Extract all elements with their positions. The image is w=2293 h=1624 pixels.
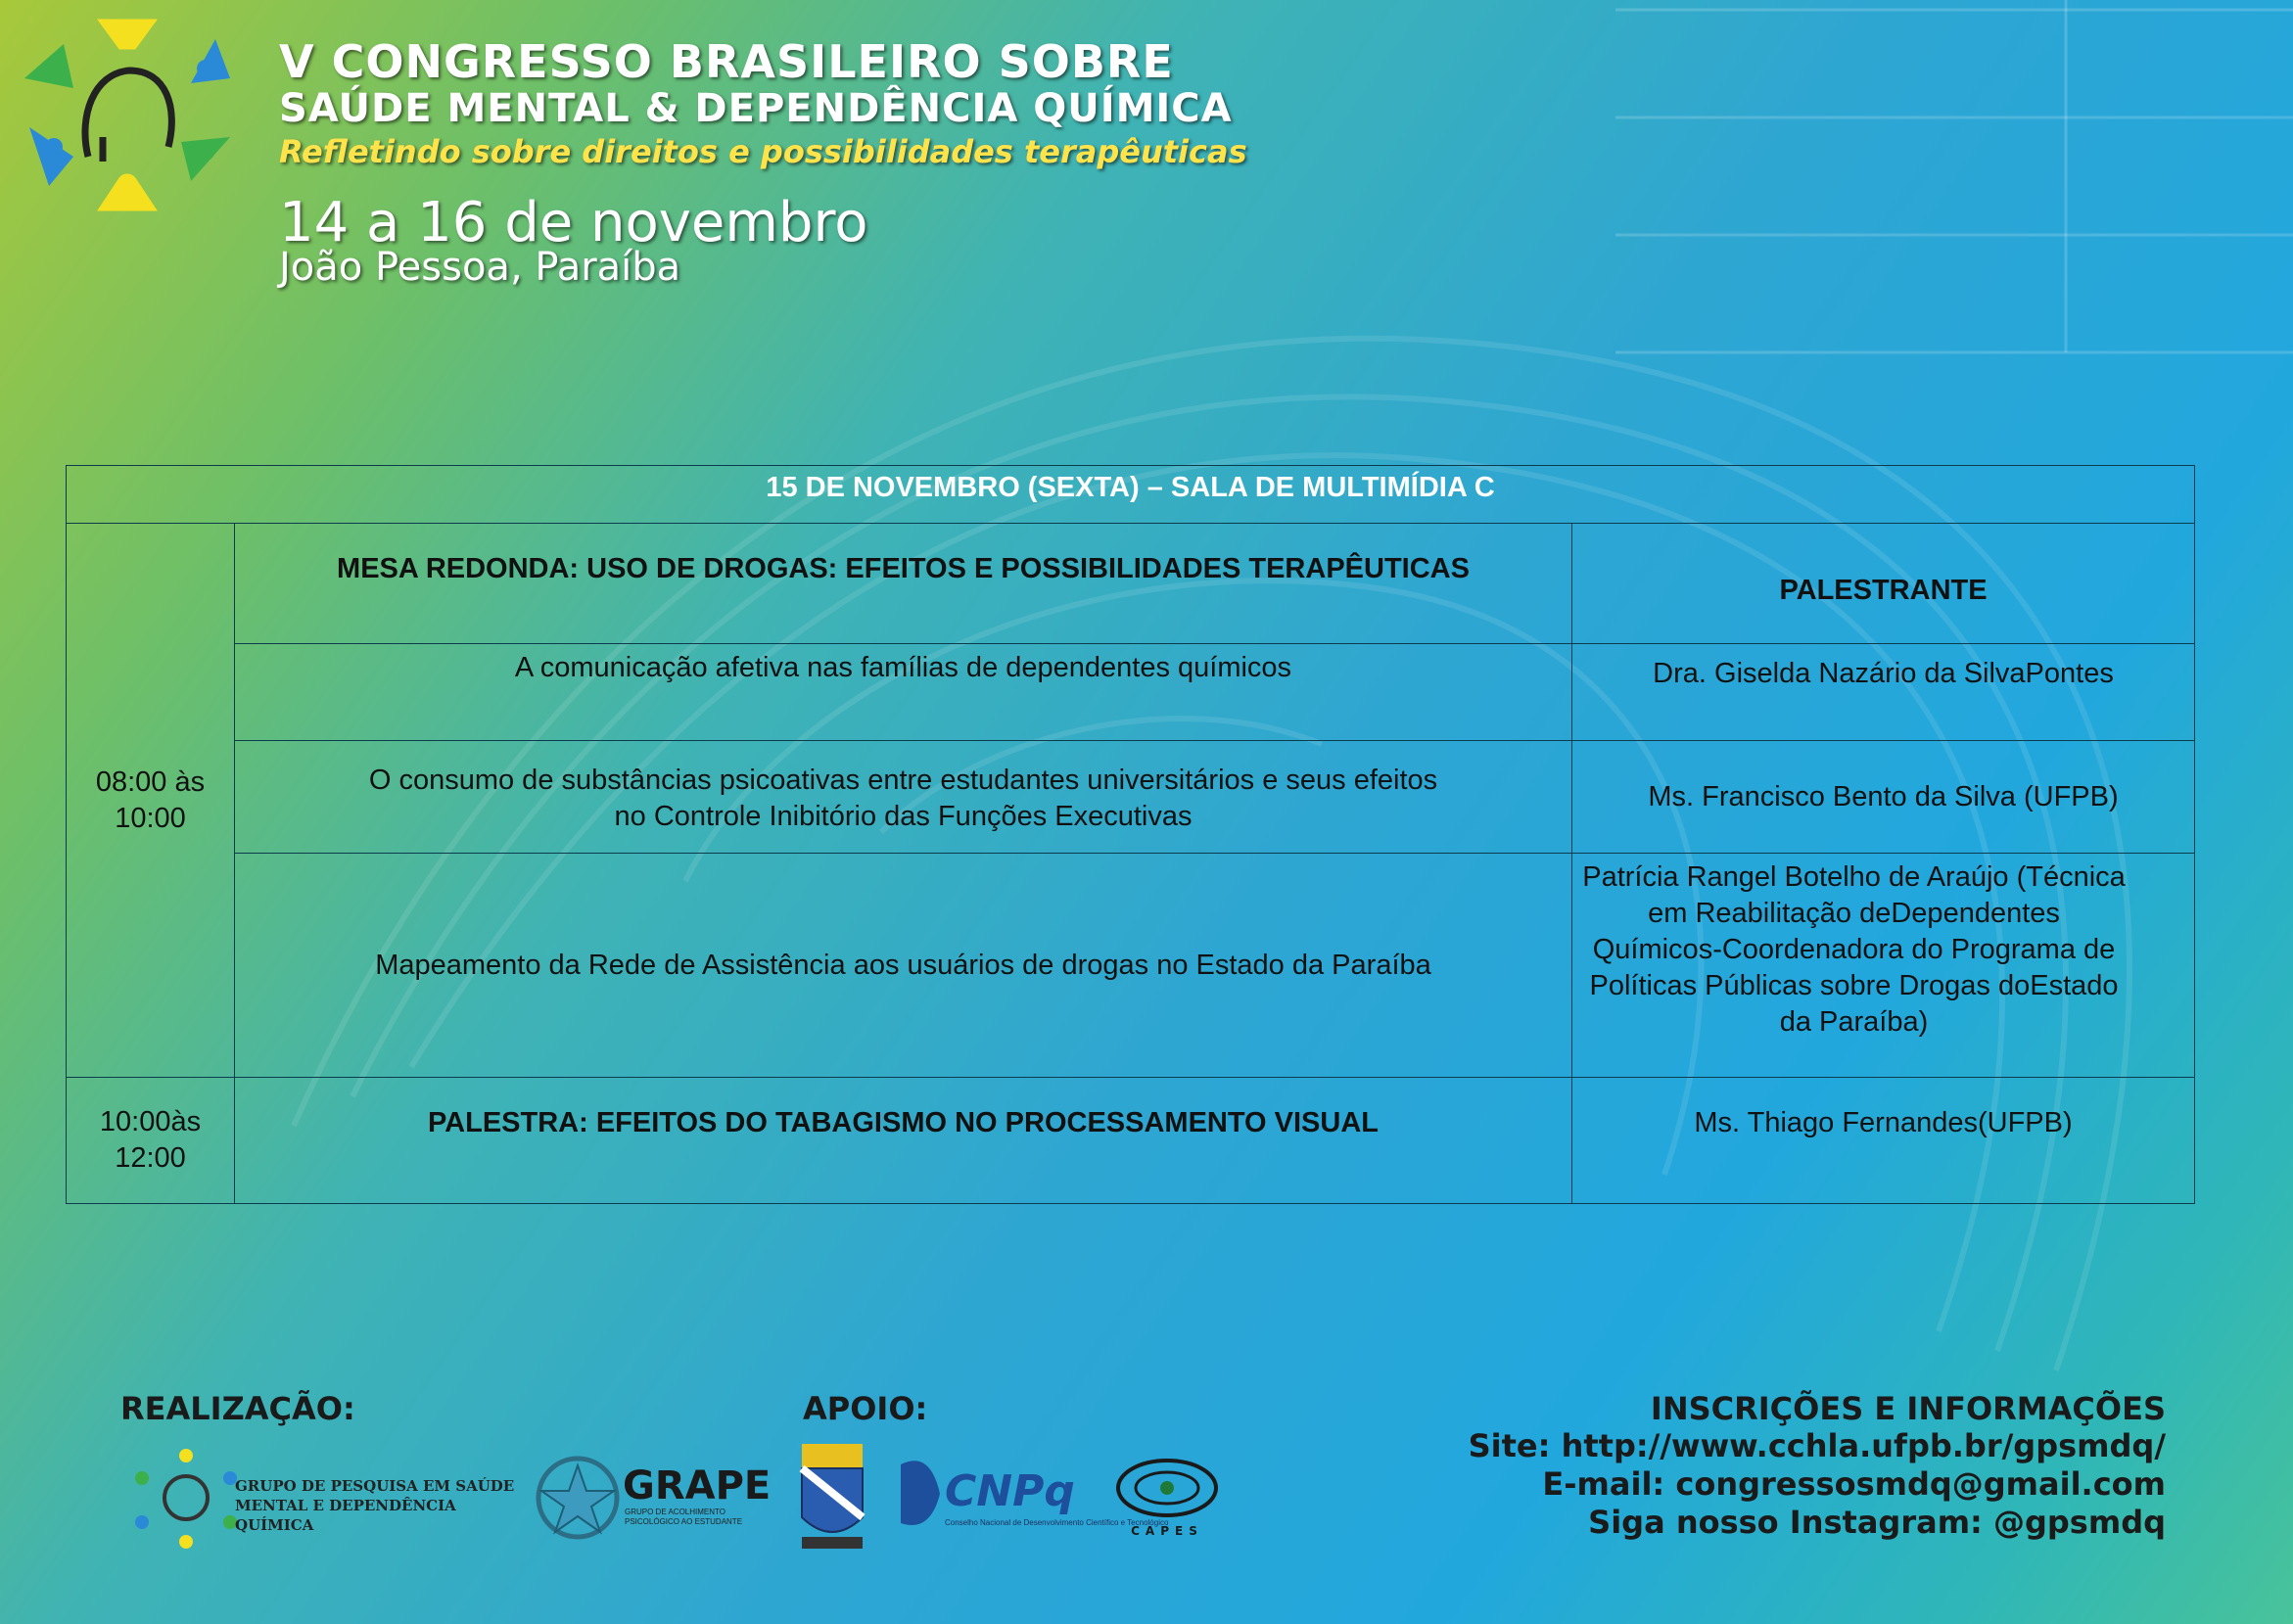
speaker-header: PALESTRANTE — [1572, 524, 2195, 644]
congress-title: V CONGRESSO BRASILEIRO SOBRE — [279, 35, 1174, 88]
gpsmdq-logo-icon — [127, 1444, 245, 1552]
lecture-speaker: Ms. Thiago Fernandes(UFPB) — [1572, 1078, 2195, 1204]
schedule-title: 15 DE NOVEMBRO (SEXTA) – SALA DE MULTIMÍDIA C — [67, 466, 2195, 524]
realizacao-label: REALIZAÇÃO: — [120, 1390, 355, 1427]
table-row — [67, 524, 2195, 644]
congress-dates: 14 a 16 de novembro — [279, 191, 868, 255]
cnpq-subtitle: Conselho Nacional de Desenvolvimento Científico e Tecnológico — [945, 1518, 1169, 1527]
schedule-title-row — [67, 466, 2195, 524]
congress-tagline: Refletindo sobre direitos e possibilidades terapêuticas — [279, 133, 1247, 170]
table-row — [67, 1078, 2195, 1204]
talk-topic-1: A comunicação afetiva nas famílias de dependentes químicos — [235, 644, 1572, 741]
congress-logo-icon — [20, 10, 235, 220]
talk-topic-3: Mapeamento da Rede de Assistência aos usuários de drogas no Estado da Paraíba — [235, 854, 1572, 1078]
talk-topic-2: O consumo de substâncias psicoativas entre estudantes universitários e seus efeitos no Controle Inibitório das Funções Executivas — [235, 741, 1572, 854]
table-row — [67, 741, 2195, 854]
grape-name: GRAPE — [623, 1463, 772, 1508]
capes-name: CAPES — [1131, 1524, 1203, 1538]
talk-speaker-2: Ms. Francisco Bento da Silva (UFPB) — [1572, 741, 2195, 854]
congress-subtitle: SAÚDE MENTAL & DEPENDÊNCIA QUÍMICA — [279, 86, 1233, 131]
site-link[interactable]: Site: http://www.cchla.ufpb.br/gpsmdq/ — [1468, 1427, 2166, 1464]
round-table-heading: MESA REDONDA: USO DE DROGAS: EFEITOS E POSSIBILIDADES TERAPÊUTICAS — [235, 524, 1572, 644]
grape-subtitle: GRUPO DE ACOLHIMENTO PSICOLÓGICO AO ESTUDANTE — [625, 1508, 743, 1526]
time-slot-1: 08:00 às 10:00 — [67, 524, 235, 1078]
ufpb-crest-icon — [798, 1439, 866, 1552]
email-link[interactable]: E-mail: congressosmdq@gmail.com — [1542, 1465, 2166, 1503]
table-row — [67, 644, 2195, 741]
info-title: INSCRIÇÕES E INFORMAÇÕES — [1650, 1390, 2166, 1427]
time-slot-2: 10:00às 12:00 — [67, 1078, 235, 1204]
schedule-table — [66, 465, 2195, 1204]
instagram-link[interactable]: Siga nosso Instagram: @gpsmdq — [1588, 1504, 2166, 1541]
gpsmdq-name: GRUPO DE PESQUISA EM SAÚDE MENTAL E DEPENDÊNCIA QUÍMICA — [235, 1477, 515, 1534]
capes-logo-icon — [1111, 1449, 1224, 1542]
grape-logo-icon — [534, 1454, 622, 1542]
apoio-label: APOIO: — [803, 1390, 928, 1427]
table-row — [67, 854, 2195, 1078]
svg-text:CNPq: CNPq — [945, 1466, 1075, 1516]
talk-speaker-1: Dra. Giselda Nazário da SilvaPontes — [1572, 644, 2195, 741]
talk-speaker-3: Patrícia Rangel Botelho de Araújo (Técnica em Reabilitação deDependentes Químicos-Coordenadora do Programa de Políticas Públicas sobre Drogas doEstado da Paraíba) — [1572, 854, 2195, 1078]
congress-location: João Pessoa, Paraíba — [279, 245, 681, 290]
lecture-heading: PALESTRA: EFEITOS DO TABAGISMO NO PROCESSAMENTO VISUAL — [235, 1078, 1572, 1204]
